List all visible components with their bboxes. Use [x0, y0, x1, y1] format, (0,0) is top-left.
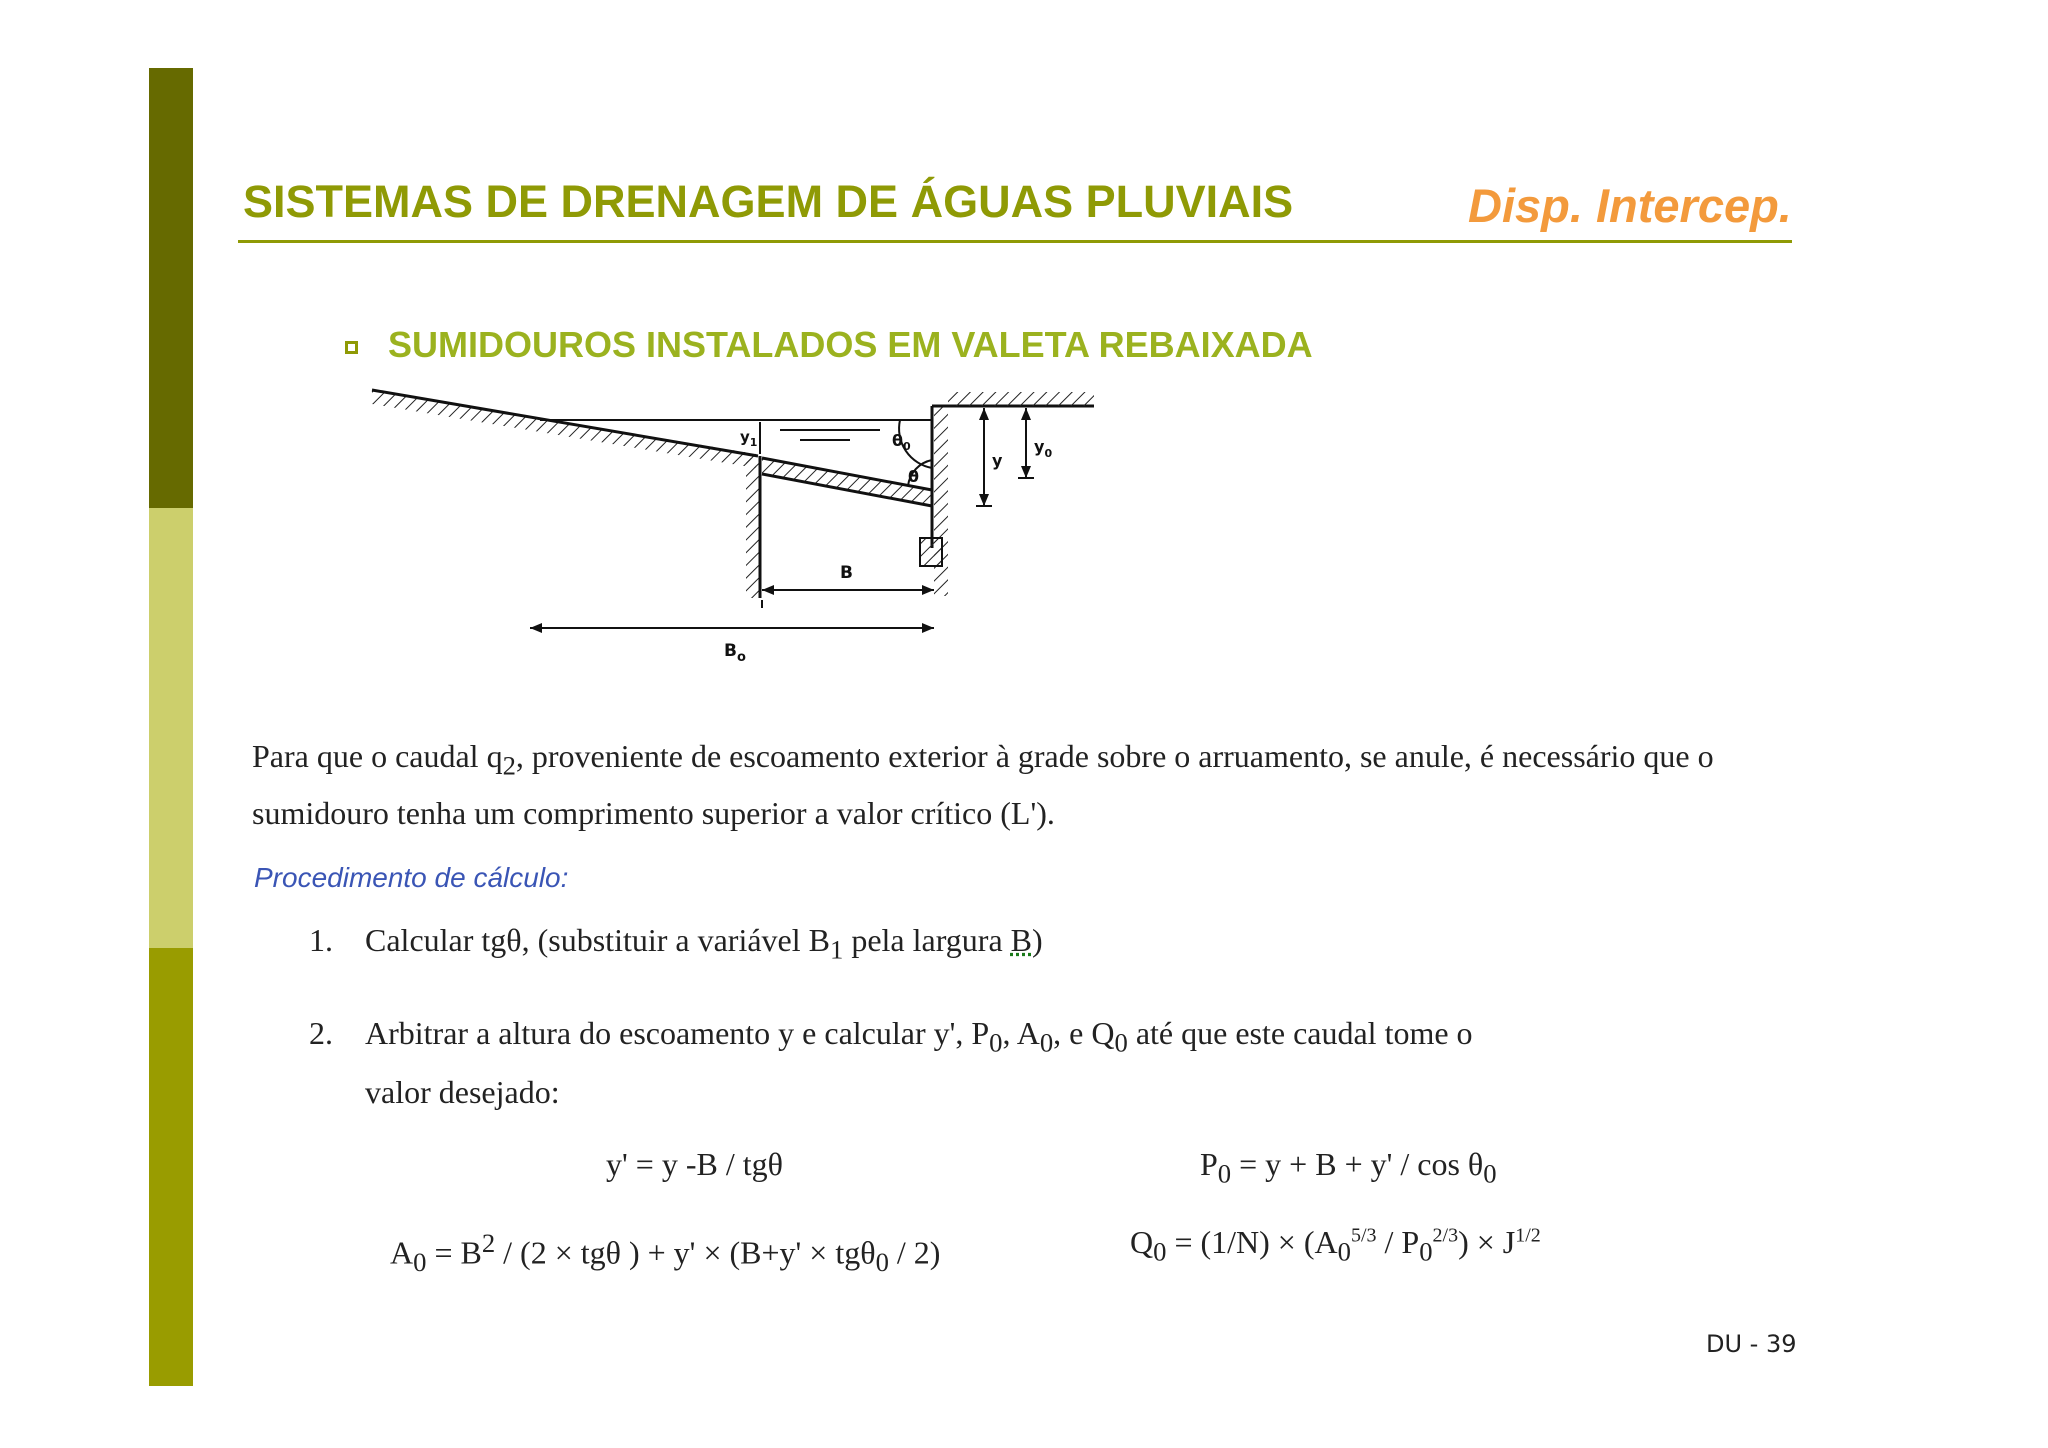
y0-arrow-bottom	[1021, 466, 1031, 478]
sidebar-band-dark	[149, 68, 193, 508]
page-number: DU - 39	[1706, 1330, 1797, 1358]
y-arrow-top	[979, 408, 989, 420]
sidebar-band-light	[149, 508, 193, 948]
sidebar-band-mid	[149, 948, 193, 1386]
sidebar-decoration	[149, 68, 193, 1386]
curb-hatch	[934, 406, 948, 596]
title-divider	[238, 240, 1792, 243]
section-heading: SUMIDOUROS INSTALADOS EM VALETA REBAIXADA	[388, 324, 1313, 365]
theta0-label: $\theta_0$	[892, 431, 911, 453]
equation-A0: $A_0 = B^2 / (2 \times tg\theta$ ) + y' × (B+y' × tgθ$_0$ / 2)	[390, 1228, 941, 1278]
road-surface-line	[372, 390, 758, 456]
B0-arrow-left	[530, 623, 542, 633]
equation-y-prime: y' = y -B / tgθ	[606, 1146, 783, 1182]
B0-arrow-right	[922, 623, 934, 633]
grating-hatch	[762, 458, 932, 506]
equation-P0: $P_0 = y + B + y' / \cos \theta_0$	[1200, 1146, 1497, 1189]
sidewalk-hatch	[948, 392, 1094, 406]
step-1: 1. Calcular tgθ, (substituir a variável $B_1$ pela largura B)	[309, 922, 1043, 965]
intro-paragraph: Para que o caudal $q_2$, proveniente de escoamento exterior à grade sobre o arruamento, se anule, é necessário que o sumidouro tenha um comprimento superior a valor crítico (L').	[252, 738, 1714, 832]
page-subtitle: Disp. Intercep.	[1468, 179, 1792, 232]
gutter-left-wall-hatch	[746, 458, 760, 598]
y0-arrow-top	[1021, 408, 1031, 420]
procedure-title: Procedimento de cálculo:	[254, 862, 569, 893]
B0-label: $B_o$	[724, 641, 746, 665]
gutter-inlet-diagram	[360, 378, 1120, 668]
bullet-square-icon	[345, 341, 358, 354]
curb-base-block	[920, 538, 942, 566]
B-label: B	[840, 563, 853, 583]
y-label: y	[992, 451, 1003, 470]
step-2: 2. Arbitrar a altura do escoamento y e calcular y', $P_0$, $A_0$, e $Q_0$ até que este caudal tome o valor desejado:	[309, 1015, 1473, 1111]
y0-label: $y_0$	[1034, 437, 1053, 460]
equation-Q0: $Q_0 = (1/N) \times (A_0^{5/3} / P_0^{2/3}) \times J^{1/2}$	[1130, 1224, 1541, 1267]
B-arrow-right	[922, 585, 934, 595]
y1-label: $y_1$	[740, 428, 758, 449]
B-arrow-left	[762, 585, 774, 595]
theta-label: θ	[908, 467, 919, 486]
road-hatch	[372, 390, 756, 468]
page-title: SISTEMAS DE DRENAGEM DE ÁGUAS PLUVIAIS	[243, 176, 1294, 227]
y-arrow-bottom	[979, 494, 989, 506]
